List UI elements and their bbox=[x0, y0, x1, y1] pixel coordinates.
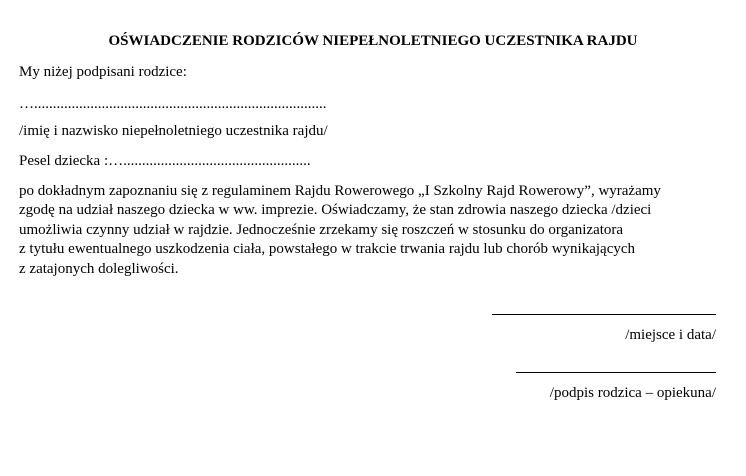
child-name-dotted-line: ….............................................................................. bbox=[19, 96, 327, 112]
place-date-caption: /miejsce i data/ bbox=[625, 327, 716, 343]
declaration-line: z zatajonych dolegliwości. bbox=[19, 260, 179, 277]
parent-signature-line bbox=[516, 372, 716, 373]
place-date-signature-line bbox=[492, 314, 716, 315]
child-name-caption: /imię i nazwisko niepełnoletniego uczestnika rajdu/ bbox=[19, 123, 328, 139]
parent-signature-caption: /podpis rodzica – opiekuna/ bbox=[549, 385, 716, 401]
document-title: OŚWIADCZENIE RODZICÓW NIEPEŁNOLETNIEGO UCZESTNIKA RAJDU bbox=[108, 33, 638, 49]
declaration-line: umożliwia czynny udział w rajdzie. Jednocześnie zrzekamy się roszczeń w stosunku do organizatora bbox=[19, 221, 624, 238]
declaration-paragraph bbox=[19, 182, 739, 279]
pesel-field: Pesel dziecka :….................................................. bbox=[19, 153, 311, 169]
declaration-line: po dokładnym zapoznaniu się z regulaminem Rajdu Rowerowego „I Szkolny Rajd Rowerowy”, wyrażamy bbox=[19, 183, 661, 199]
declaration-line: z tytułu ewentualnego uszkodzenia ciała, powstałego w trakcie trwania rajdu lub chorób wynikających bbox=[19, 241, 636, 258]
intro-text: My niżej podpisani rodzice: bbox=[19, 64, 187, 80]
declaration-line: zgodę na udział naszego dziecka w ww. imprezie. Oświadczamy, że stan zdrowia naszego dziecka /dzieci bbox=[19, 202, 652, 219]
